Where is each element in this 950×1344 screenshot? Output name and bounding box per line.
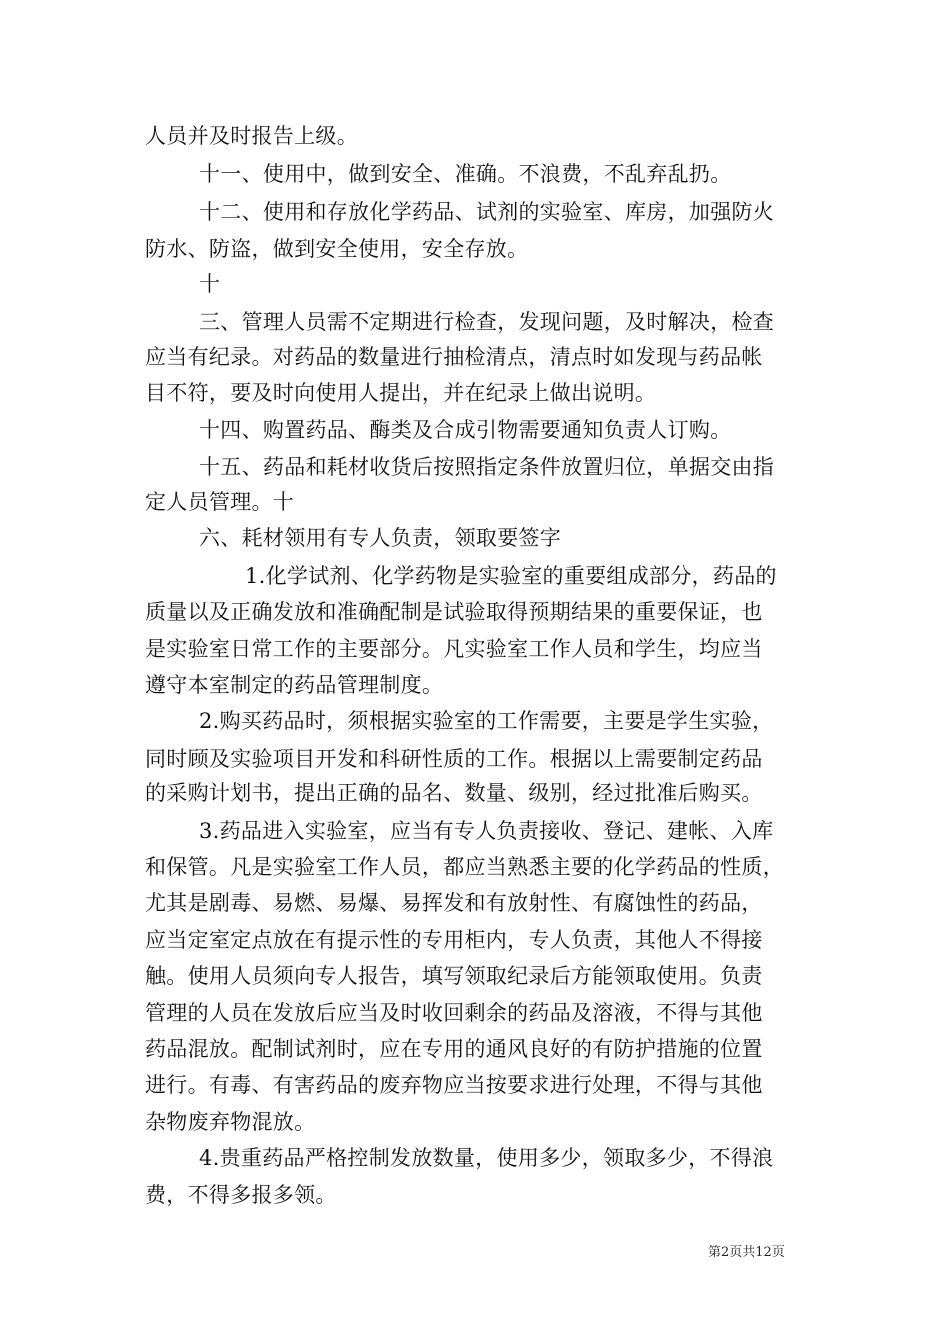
text-line: 三、管理人员需不定期进行检查，发现问题，及时解决，检查: [199, 310, 775, 334]
text-line: 管理的人员在发放后应当及时收回剩余的药品及溶液，不得与其他: [145, 1001, 763, 1025]
text-line: 2.购买药品时，须根据实验室的工作需要，主要是学生实验，: [199, 709, 774, 733]
text-line: 十: [199, 272, 221, 296]
text-line: 同时顾及实验项目开发和科研性质的工作。根据以上需要制定药品: [145, 747, 763, 771]
text-line: 尤其是剧毒、易燃、易爆、易挥发和有放射性、有腐蚀性的药品，: [145, 891, 763, 915]
text-line: 的采购计划书，提出正确的品名、数量、级别，经过批准后购买。: [145, 781, 763, 805]
text-line: 十四、购置药品、酶类及合成引物需要通知负责人订购。: [199, 418, 732, 442]
text-line: 十一、使用中，做到安全、准确。不浪费，不乱弃乱扔。: [199, 162, 732, 186]
page-number: 第2页共12页: [708, 1245, 785, 1260]
text-line: 1.化学试剂、化学药物是实验室的重要组成部分，药品的: [245, 564, 777, 588]
text-line: 人员并及时报告上级。: [145, 124, 358, 148]
text-line: 目不符，要及时向使用人提出，并在纪录上做出说明。: [145, 381, 657, 405]
text-line: 遵守本室制定的药品管理制度。: [145, 673, 444, 697]
text-line: 药品混放。配制试剂时，应在专用的通风良好的有防护措施的位置: [145, 1037, 763, 1061]
text-line: 进行。有毒、有害药品的废弃物应当按要求进行处理，不得与其他: [145, 1073, 763, 1097]
text-line: 应当定室定点放在有提示性的专用柜内，专人负责，其他人不得接: [145, 928, 763, 952]
text-line: 防水、防盗，做到安全使用，安全存放。: [145, 237, 529, 261]
text-line: 应当有纪录。对药品的数量进行抽检清点，清点时如发现与药品帐: [145, 345, 763, 369]
text-line: 费，不得多报多领。: [145, 1183, 337, 1207]
text-line: 质量以及正确发放和准确配制是试验取得预期结果的重要保证，也: [145, 600, 763, 624]
text-line: 和保管。凡是实验室工作人员，都应当熟悉主要的化学药品的性质，: [145, 855, 784, 879]
text-line: 是实验室日常工作的主要部分。凡实验室工作人员和学生，均应当: [145, 637, 763, 661]
text-line: 十二、使用和存放化学药品、试剂的实验室、库房，加强防火: [199, 200, 775, 224]
text-line: 十五、药品和耗材收货后按照指定条件放置归位，单据交由指: [199, 455, 775, 479]
text-line: 4.贵重药品严格控制发放数量，使用多少，领取多少，不得浪: [199, 1146, 774, 1170]
text-line: 杂物废弃物混放。: [145, 1110, 316, 1134]
text-line: 六、耗材领用有专人负责，领取要签字: [199, 526, 562, 550]
text-line: 3.药品进入实验室，应当有专人负责接收、登记、建帐、入库: [199, 819, 774, 843]
text-line: 定人员管理。十: [145, 490, 295, 514]
text-line: 触。使用人员须向专人报告，填写领取纪录后方能领取使用。负责: [145, 964, 763, 988]
